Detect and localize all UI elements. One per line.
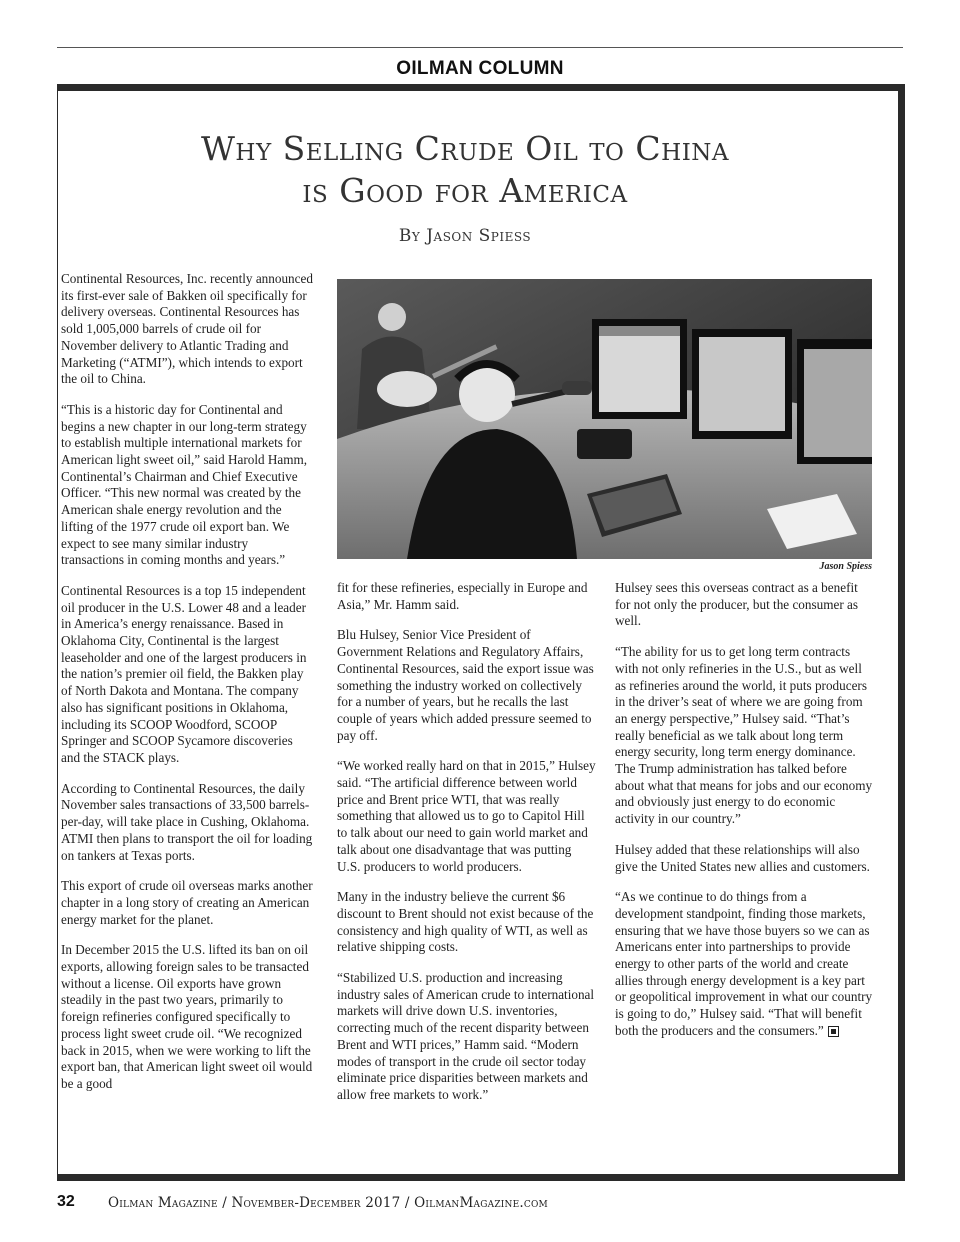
paragraph: Many in the industry believe the current $6 discount to Brent should not exist because of the consistency and high quality of WTI, as well as relative shipping costs. [337, 889, 594, 955]
column-3 [615, 580, 873, 1054]
paragraph: “The ability for us to get long term contracts with not only refineries in the U.S., but as well as refineries around the world, it puts producers in the driver’s seat of where we are going from an energy perspective,” Hulsey said. “That’s really beneficial as we talk about long term energy security, long term energy dominance. The Trump administration has talked before about what that means for jobs and our economy and obviously just energy to do economic activity in our country.” [615, 644, 873, 827]
article-title [0, 128, 930, 212]
radio-studio-photo [337, 279, 872, 559]
title-line-1: Why Selling Crude Oil to China [200, 129, 730, 168]
paragraph: fit for these refineries, especially in Europe and Asia,” Mr. Hamm said. [337, 580, 588, 612]
photo-credit: Jason Spiess [819, 561, 872, 572]
column-2 [337, 580, 597, 1118]
paragraph: Hulsey sees this overseas contract as a benefit for not only the producer, but the consumer as well. [615, 580, 859, 629]
paragraph-text: “As we continue to do things from a development standpoint, finding those markets, ensuring that we have those buyers so we can as Americans enter into partnerships to provide energy to other parts of the world and create allies through energy development is a key part or geopolitical improvement in what our country is going to do,” Hulsey said. “That will benefit both the producers and the consumers.” [615, 889, 873, 1038]
paragraph: “We worked really hard on that in 2015,” Hulsey said. “The artificial difference between world price and Brent price WTI, that was really something that allowed us to go to Capitol Hill to talk about our need to gain world market and talk about one disadvantage that was putting U.S. producers to world producers. [337, 758, 596, 874]
column-1 [61, 271, 313, 1107]
paragraph: “This is a historic day for Continental and begins a new chapter in our long-term strategy to establish multiple international markets for American light sweet oil,” said Harold Hamm, Continental’s Chairman and Chief Executive Officer. “This new normal was created by the American shale energy revolution and the lifting of the 1977 crude oil export ban. We expect to see many similar industry transactions in coming months and years.” [61, 401, 308, 568]
page-number: 32 [57, 1193, 75, 1210]
paragraph: Continental Resources is a top 15 independent oil producer in the U.S. Lower 48 and a leader in America’s energy renaissance. Based in Oklahoma City, Continental is the largest leaseholder and one of the largest producers in the nation’s premier oil field, the Bakken play of North Dakota and Montana. The company also has significant positions in Oklahoma, including its SCOOP Woodford, SCOOP Springer and SCOOP Sycamore discoveries and the STACK plays. [61, 582, 307, 765]
paragraph: This export of crude oil overseas marks another chapter in a long story of creating an American energy market for the planet. [61, 878, 313, 927]
paragraph: According to Continental Resources, the daily November sales transactions of 33,500 barrels-per-day, will take place in Cushing, Oklahoma. ATMI then plans to transport the oil for loading on tankers at Texas ports. [61, 780, 313, 863]
header-rule [57, 47, 903, 48]
paragraph: Continental Resources, Inc. recently announced its first-ever sale of Bakken oil specifically for delivery overseas. Continental Resources has sold 1,005,000 barrels of crude oil for November delivery to Atlantic Trading and Marketing (“ATMI”), which intends to export the oil to China. [61, 271, 313, 387]
paragraph: In December 2015 the U.S. lifted its ban on oil exports, allowing foreign sales to be transacted without a license. Oil exports have grown steadily in the past two years, primarily to foreign refineries configured specifically to process light sweet crude oil. “We recognized back in 2015, when we were working to lift the export ban, that American light sweet oil would be a good [61, 942, 313, 1091]
end-mark-icon [828, 1026, 839, 1037]
footer-text: Oilman Magazine / November-December 2017 / OilmanMagazine.com [108, 1195, 548, 1211]
paragraph-last [615, 889, 873, 1039]
byline: By Jason Spiess [398, 226, 532, 246]
paragraph: “Stabilized U.S. production and increasing industry sales of American crude to international markets will drive down U.S. inventories, correcting much of the recent disparity between Brent and WTI prices,” Hamm said. “Modern modes of transport in the crude oil sector today eliminate price disparities between markets and allow free markets to work.” [337, 970, 595, 1102]
article-photo [337, 279, 872, 559]
title-line-2: is Good for America [302, 171, 628, 210]
section-label: OILMAN COLUMN [396, 58, 564, 79]
paragraph: Hulsey added that these relationships will also give the United States new allies and customers. [615, 841, 870, 874]
paragraph: Blu Hulsey, Senior Vice President of Government Relations and Regulatory Affairs, Continental Resources, said the export issue was something the industry worked on collectively for a number of years, but he recalls the last couple of years which added pressure seemed to pay off. [337, 627, 594, 743]
